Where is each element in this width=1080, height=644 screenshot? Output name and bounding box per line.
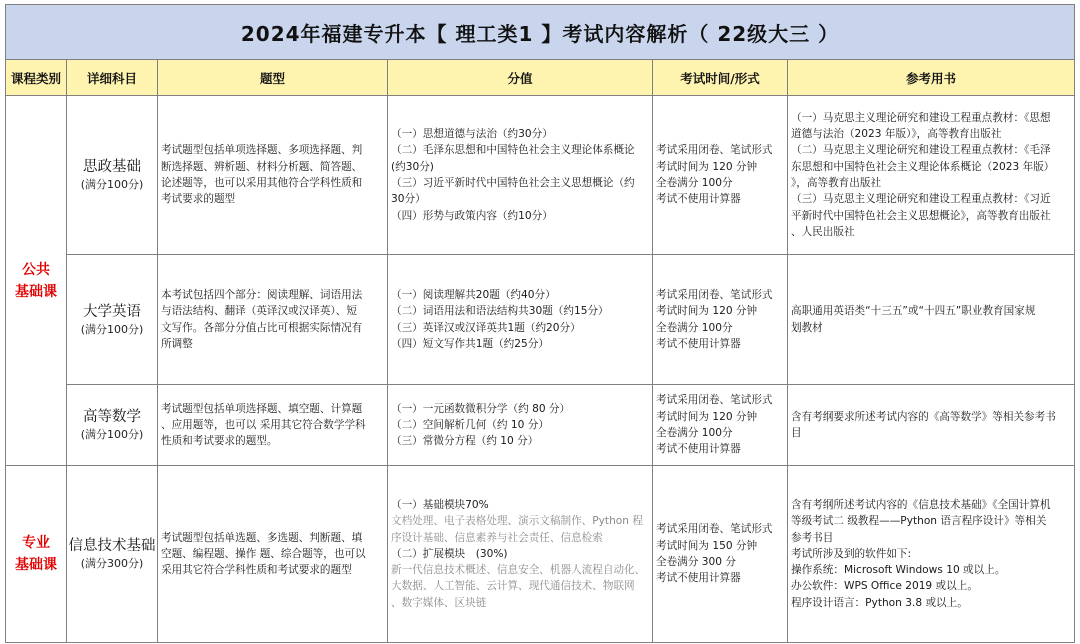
subject-name: 信息技术基础 (68, 538, 156, 554)
exam-table-container (5, 4, 1074, 640)
text-line: 》，高等教育出版社 (791, 177, 882, 189)
subject-full-score: (满分100分) (80, 178, 144, 191)
text-line: （四）形势与政策内容（约10分） (391, 209, 553, 222)
text-line: 考试采用闭卷、笔试形式 (656, 144, 773, 157)
reference-books-cell (788, 255, 1075, 385)
text-line: 考试不使用计算器 (656, 337, 741, 350)
question-types-cell (158, 255, 388, 385)
header-scores: 分值 (388, 60, 653, 96)
text-line: 、人民出版社 (791, 225, 855, 238)
text-line: 全卷满分 300 分 (656, 556, 736, 568)
text-line: 办公软件：WPS Office 2019 或以上。 (791, 580, 978, 593)
text-line: 含有考纲所述考试内容的《信息技术基础》《全国计算机 (791, 498, 1051, 511)
scores-cell (388, 466, 653, 643)
text-line: 空题、编程题、操作 题、综合题等，也可以 (161, 547, 366, 560)
text-line: 考试题型包括单项选择题、填空题、计算题 (161, 402, 363, 415)
reference-books-cell (788, 385, 1075, 466)
text-line: （一）阅读理解共20题（约40分） (391, 288, 556, 301)
header-question-types: 题型 (158, 60, 388, 96)
reference-books-cell (788, 466, 1075, 643)
text-line: 等级考试二 级教程——Python 语言程序设计》等相关 (791, 515, 1047, 528)
text-line: 全卷满分 100分 (656, 321, 733, 334)
text-line: 参考书目 (791, 531, 834, 544)
subject-name: 思政基础 (83, 159, 141, 175)
module-title: （二）扩展模块 (30%) (391, 547, 508, 560)
text-line: 考试题型包括单项选择题、多项选择题、判 (161, 144, 363, 157)
category-label-line: 基础课 (15, 283, 57, 300)
subject-full-score: (满分100分) (80, 322, 144, 336)
category-professional (6, 466, 67, 643)
category-label-line: 基础课 (15, 557, 57, 573)
text-line: 考试采用闭卷、笔试形式 (656, 288, 773, 301)
text-line: 论述题等，也可以采用其他符合学科性质和 (161, 177, 363, 189)
text-line: 本考试包括四个部分：阅读理解、词语用法 (161, 288, 363, 301)
text-line: 所调整 (161, 337, 193, 350)
text-line: 文写作。各部分分值占比可根据实际情况有 (161, 321, 363, 334)
module-item-line: 大数据、人工智能、云计算、现代通信技术、物联网 (391, 580, 635, 593)
text-line: 全卷满分 100分 (656, 177, 733, 189)
text-line: 考试不使用计算器 (656, 193, 741, 206)
module-item-line: 序设计基础、信息素养与社会责任、信息检索 (391, 531, 603, 544)
exam-content-table (5, 4, 1075, 643)
text-line: 高职通用英语类“十三五”或“十四五”职业教育国家规 (791, 305, 1036, 318)
text-line: （二）马克思主义理论研究和建设工程重点教材：《毛泽 (791, 144, 1051, 157)
header-exam-form: 考试时间/形式 (653, 60, 788, 96)
header-course-category: 课程类别 (6, 60, 67, 96)
exam-form-cell (653, 466, 788, 643)
text-line: 划教材 (791, 321, 823, 334)
reference-books-cell (788, 96, 1075, 255)
text-line: （三）习近平新时代中国特色社会主义思想概论（约 (391, 177, 635, 189)
exam-form-cell (653, 96, 788, 255)
subject-cell (67, 96, 158, 255)
text-line: 含有考纲要求所述考试内容的《高等数学》等相关参考书 (791, 410, 1056, 423)
header-reference-books: 参考用书 (788, 60, 1075, 96)
subject-cell (67, 255, 158, 385)
text-line: 考试题型包括单选题、多选题、判断题、填 (161, 531, 363, 544)
text-line: （三）马克思主义理论研究和建设工程重点教材：《习近 (791, 193, 1051, 206)
text-line: 全卷满分 100分 (656, 427, 733, 439)
text-line: 采用其它符合学科性质和考试要求的题型 (161, 564, 352, 577)
text-line: 平新时代中国特色社会主义思想概论》，高等教育出版社 (791, 209, 1051, 222)
text-line: （二）空间解析几何（约 10 分） (391, 418, 549, 431)
subject-name: 大学英语 (83, 303, 141, 320)
text-line: 目 (791, 427, 802, 439)
category-public (6, 96, 67, 466)
text-line: （三）常微分方程（约 10 分） (391, 435, 539, 448)
text-line: 与语法结构、翻译（英译汉或汉译英）、短 (161, 305, 357, 318)
text-line: 考试时间为 150 分钟 (656, 539, 758, 552)
exam-form-cell (653, 255, 788, 385)
question-types-cell (158, 385, 388, 466)
text-line: 东思想和中国特色社会主义理论体系概论（2023 年版） (791, 160, 1055, 173)
text-line: 、应用题等，也可以 采用其它符合数学学科 (161, 418, 366, 431)
module-item-line: 、数字媒体、区块链 (391, 596, 487, 609)
text-line: 考试要求的题型 (161, 193, 236, 206)
text-line: 断选择题、辨析题、材料分析题、简答题、 (161, 160, 363, 173)
subject-cell (67, 385, 158, 466)
scores-cell (388, 96, 653, 255)
text-line: （四）短文写作共1题（约25分） (391, 337, 549, 350)
text-line: （一）一元函数微积分学（约 80 分） (391, 402, 571, 415)
text-line: 考试不使用计算器 (656, 572, 741, 585)
text-line: 30分） (391, 193, 426, 206)
subject-full-score: (满分100分) (80, 428, 144, 441)
module-item-line: 新一代信息技术概述、信息安全、机器人流程自动化、 (391, 564, 646, 577)
subject-cell (67, 466, 158, 643)
text-line: 性质和考试要求的题型。 (161, 435, 278, 448)
text-line: (约30分) (391, 160, 434, 173)
text-line: 考试时间为 120 分钟 (656, 305, 758, 318)
header-row (6, 60, 1075, 96)
subject-full-score: (满分300分) (80, 557, 144, 570)
category-label-line: 公共 (22, 261, 50, 278)
table-row (6, 255, 1075, 385)
text-line: 程序设计语言：Python 3.8 或以上。 (791, 596, 968, 609)
module-title: （一）基础模块70% (391, 498, 489, 511)
text-line: 操作系统：Microsoft Windows 10 或以上。 (791, 564, 1006, 577)
exam-form-cell (653, 385, 788, 466)
text-line: （二）毛泽东思想和中国特色社会主义理论体系概论 (391, 144, 635, 157)
scores-cell (388, 385, 653, 466)
category-label-line: 专业 (22, 535, 50, 551)
text-line: （一）马克思主义理论研究和建设工程重点教材：《思想 (791, 111, 1051, 124)
module-item-line: 文档处理、电子表格处理、演示文稿制作、Python 程 (391, 515, 643, 528)
header-subject: 详细科目 (67, 60, 158, 96)
page-title: 2024年福建专升本【 理工类1 】考试内容解析（ 22级大三 ） (6, 5, 1075, 60)
text-line: 考试所涉及到的软件如下: (791, 547, 912, 560)
text-line: 考试不使用计算器 (656, 443, 741, 456)
text-line: 考试时间为 120 分钟 (656, 410, 758, 423)
text-line: （三）英译汉或汉译英共1题（约20分） (391, 321, 581, 334)
subject-name: 高等数学 (83, 409, 141, 425)
scores-cell (388, 255, 653, 385)
text-line: 考试时间为 120 分钟 (656, 160, 758, 173)
text-line: （一）思想道德与法治（约30分） (391, 128, 553, 141)
text-line: 考试采用闭卷、笔试形式 (656, 523, 773, 536)
text-line: （二）词语用法和语法结构共30题（约15分） (391, 305, 609, 318)
table-row (6, 385, 1075, 466)
question-types-cell (158, 466, 388, 643)
text-line: 道德与法治（2023 年版）》，高等教育出版社 (791, 128, 1002, 141)
question-types-cell (158, 96, 388, 255)
text-line: 考试采用闭卷、笔试形式 (656, 394, 773, 407)
table-row (6, 466, 1075, 643)
table-row (6, 96, 1075, 255)
